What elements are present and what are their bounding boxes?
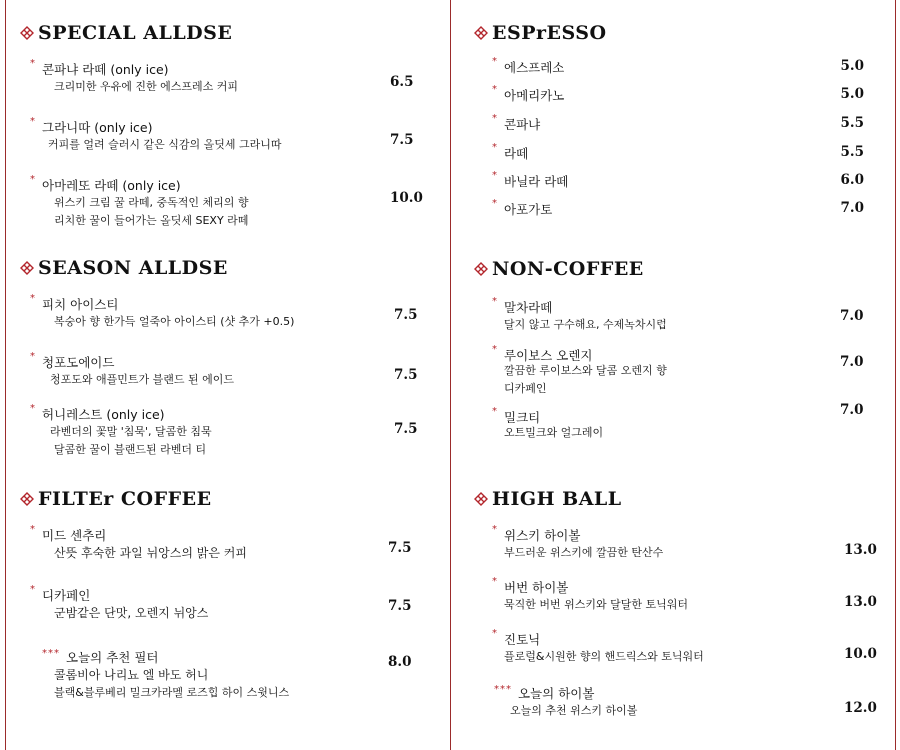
- diamond-x-icon: [20, 261, 34, 275]
- left-border: [5, 0, 6, 750]
- item-desc: 묵직한 버번 위스키와 달달한 토닉워터: [504, 598, 689, 611]
- item-price: 7.5: [394, 307, 418, 323]
- center-divider: [450, 0, 451, 750]
- item-name: *** 오늘의 하이볼: [494, 684, 595, 701]
- star-icon: *: [30, 524, 35, 535]
- item-name: * 위스키 하이볼: [492, 524, 581, 543]
- section-title: SEASON ALLDSE: [38, 257, 228, 279]
- item-name: * 밀크티: [492, 406, 541, 425]
- item-name: * 아마레또 라떼 (only ice): [30, 174, 181, 193]
- item-name: 바닐라 라떼: [504, 174, 569, 189]
- section-special: [20, 20, 430, 227]
- star-icon: *: [30, 584, 35, 595]
- item-desc: 깔끔한 루이보스와 달콤 오렌지 향 디카페인: [504, 364, 667, 395]
- section-high-ball: [474, 486, 884, 717]
- item-name: * 허니레스트 (only ice): [30, 403, 165, 422]
- item-price: 7.5: [394, 421, 418, 437]
- diamond-x-icon: [20, 492, 34, 506]
- section-title: HIGH BALL: [492, 488, 622, 510]
- right-border: [895, 0, 896, 750]
- item-price: 8.0: [388, 654, 412, 670]
- menu-item: [474, 86, 884, 106]
- star-icon: *: [492, 142, 497, 153]
- item-name: * 청포도에이드: [30, 351, 115, 370]
- item-price: 7.0: [840, 354, 864, 370]
- star-icon: *: [492, 344, 497, 355]
- star-icon: *: [30, 116, 35, 127]
- item-desc: 라벤더의 꽃말 '침묵', 달콤한 침묵 달콤한 꿀이 블랜드된 라벤더 티: [50, 425, 212, 456]
- item-name: * 콘파냐 라떼 (only ice): [30, 58, 169, 77]
- item-desc: 달지 않고 구수해요, 수제녹차시럽: [504, 318, 667, 331]
- item-price: 5.0: [840, 86, 864, 102]
- section-title: ESPrESSO: [492, 22, 607, 44]
- item-price: 5.5: [840, 115, 864, 131]
- item-desc: 산뜻 후숙한 과일 뉘앙스의 밝은 커피: [54, 546, 247, 560]
- item-price: 6.0: [840, 172, 864, 188]
- item-name: * 피치 아이스티: [30, 293, 119, 312]
- star-icon: *: [30, 58, 35, 69]
- menu-item: [474, 115, 884, 135]
- item-price: 5.0: [840, 58, 864, 74]
- item-name: * 그라니따 (only ice): [30, 116, 153, 135]
- item-price: 7.0: [840, 308, 864, 324]
- star-icon: *: [492, 113, 497, 124]
- star-icon: *: [492, 628, 497, 639]
- stars-icon: ***: [494, 684, 512, 695]
- item-desc: 부드러운 위스키에 깔끔한 탄산수: [504, 546, 664, 559]
- item-desc: 위스키 크림 꿀 라떼, 중독적인 체리의 향 리치한 꿀이 들어가는 올딧세 SEXY 라떼: [54, 196, 249, 227]
- item-name: *** 오늘의 추천 필터: [42, 648, 159, 665]
- star-icon: *: [492, 296, 497, 307]
- section-header: [20, 486, 430, 512]
- diamond-x-icon: [20, 26, 34, 40]
- item-price: 7.5: [388, 598, 412, 614]
- item-desc: 콜롬비아 나리뇨 엘 바도 허니 블랙&블루베리 밀크카라멜 로즈힙 하이 스윗니스: [54, 668, 290, 699]
- item-name: * 디카페인: [30, 584, 91, 603]
- item-name: 콘파냐: [504, 117, 541, 132]
- item-name: * 미드 센추리: [30, 524, 107, 543]
- section-season: [20, 255, 430, 456]
- item-price: 7.5: [390, 132, 414, 148]
- item-price: 10.0: [844, 646, 877, 662]
- item-desc: 복숭아 향 한가득 얼죽아 아이스티 (샷 추가 +0.5): [54, 315, 295, 328]
- item-price: 7.5: [394, 367, 418, 383]
- item-price: 13.0: [844, 594, 877, 610]
- stars-icon: ***: [42, 648, 60, 659]
- item-desc: 플로럴&시원한 향의 핸드릭스와 토닉워터: [504, 650, 704, 663]
- item-desc: 오늘의 추천 위스키 하이볼: [510, 704, 638, 717]
- star-icon: *: [492, 56, 497, 67]
- star-icon: *: [492, 524, 497, 535]
- menu-item: [474, 200, 884, 220]
- star-icon: *: [30, 293, 35, 304]
- item-desc: 크리미한 우유에 진한 에스프레소 커피: [54, 80, 239, 93]
- section-espresso: [474, 20, 884, 217]
- item-name: * 진토닉: [492, 628, 541, 647]
- item-price: 12.0: [844, 700, 877, 716]
- star-icon: *: [30, 403, 35, 414]
- item-desc: 청포도와 애플민트가 블랜드 된 에이드: [50, 373, 235, 386]
- section-title: FILTEr COFFEE: [38, 488, 212, 510]
- diamond-x-icon: [474, 26, 488, 40]
- item-name: * 말차라떼: [492, 296, 553, 315]
- star-icon: *: [492, 406, 497, 417]
- section-header: [474, 256, 884, 282]
- section-title: SPECIAL ALLDSE: [38, 22, 233, 44]
- item-price: 7.5: [388, 540, 412, 556]
- item-name: * 루이보스 오렌지: [492, 344, 593, 363]
- star-icon: *: [30, 351, 35, 362]
- item-desc: 오트밀크와 얼그레이: [504, 426, 604, 439]
- item-price: 13.0: [844, 542, 877, 558]
- item-price: 7.0: [840, 200, 864, 216]
- item-desc: 군밤같은 단맛, 오렌지 뉘앙스: [54, 606, 209, 620]
- item-price: 6.5: [390, 74, 414, 90]
- item-name: 에스프레소: [504, 60, 565, 75]
- section-header: [20, 20, 430, 46]
- star-icon: *: [492, 84, 497, 95]
- item-name: 아메리카노: [504, 88, 565, 103]
- diamond-x-icon: [474, 492, 488, 506]
- item-price: 10.0: [390, 190, 423, 206]
- star-icon: *: [30, 174, 35, 185]
- diamond-x-icon: [474, 262, 488, 276]
- item-name: 라떼: [504, 146, 529, 161]
- item-name: * 버번 하이볼: [492, 576, 569, 595]
- section-header: [474, 20, 884, 46]
- section-non-coffee: [474, 256, 884, 439]
- item-desc: 커피를 얼려 슬러시 같은 식감의 올딧세 그라니따: [48, 138, 282, 151]
- item-name: 아포가토: [504, 202, 553, 217]
- star-icon: *: [492, 576, 497, 587]
- menu-item: [474, 172, 884, 192]
- section-header: [20, 255, 430, 281]
- section-header: [474, 486, 884, 512]
- section-filter-coffee: [20, 486, 430, 699]
- menu-item: [474, 58, 884, 78]
- star-icon: *: [492, 198, 497, 209]
- star-icon: *: [492, 170, 497, 181]
- menu-item: [474, 144, 884, 164]
- item-price: 7.0: [840, 402, 864, 418]
- section-title: NON-COFFEE: [492, 258, 644, 280]
- item-price: 5.5: [840, 144, 864, 160]
